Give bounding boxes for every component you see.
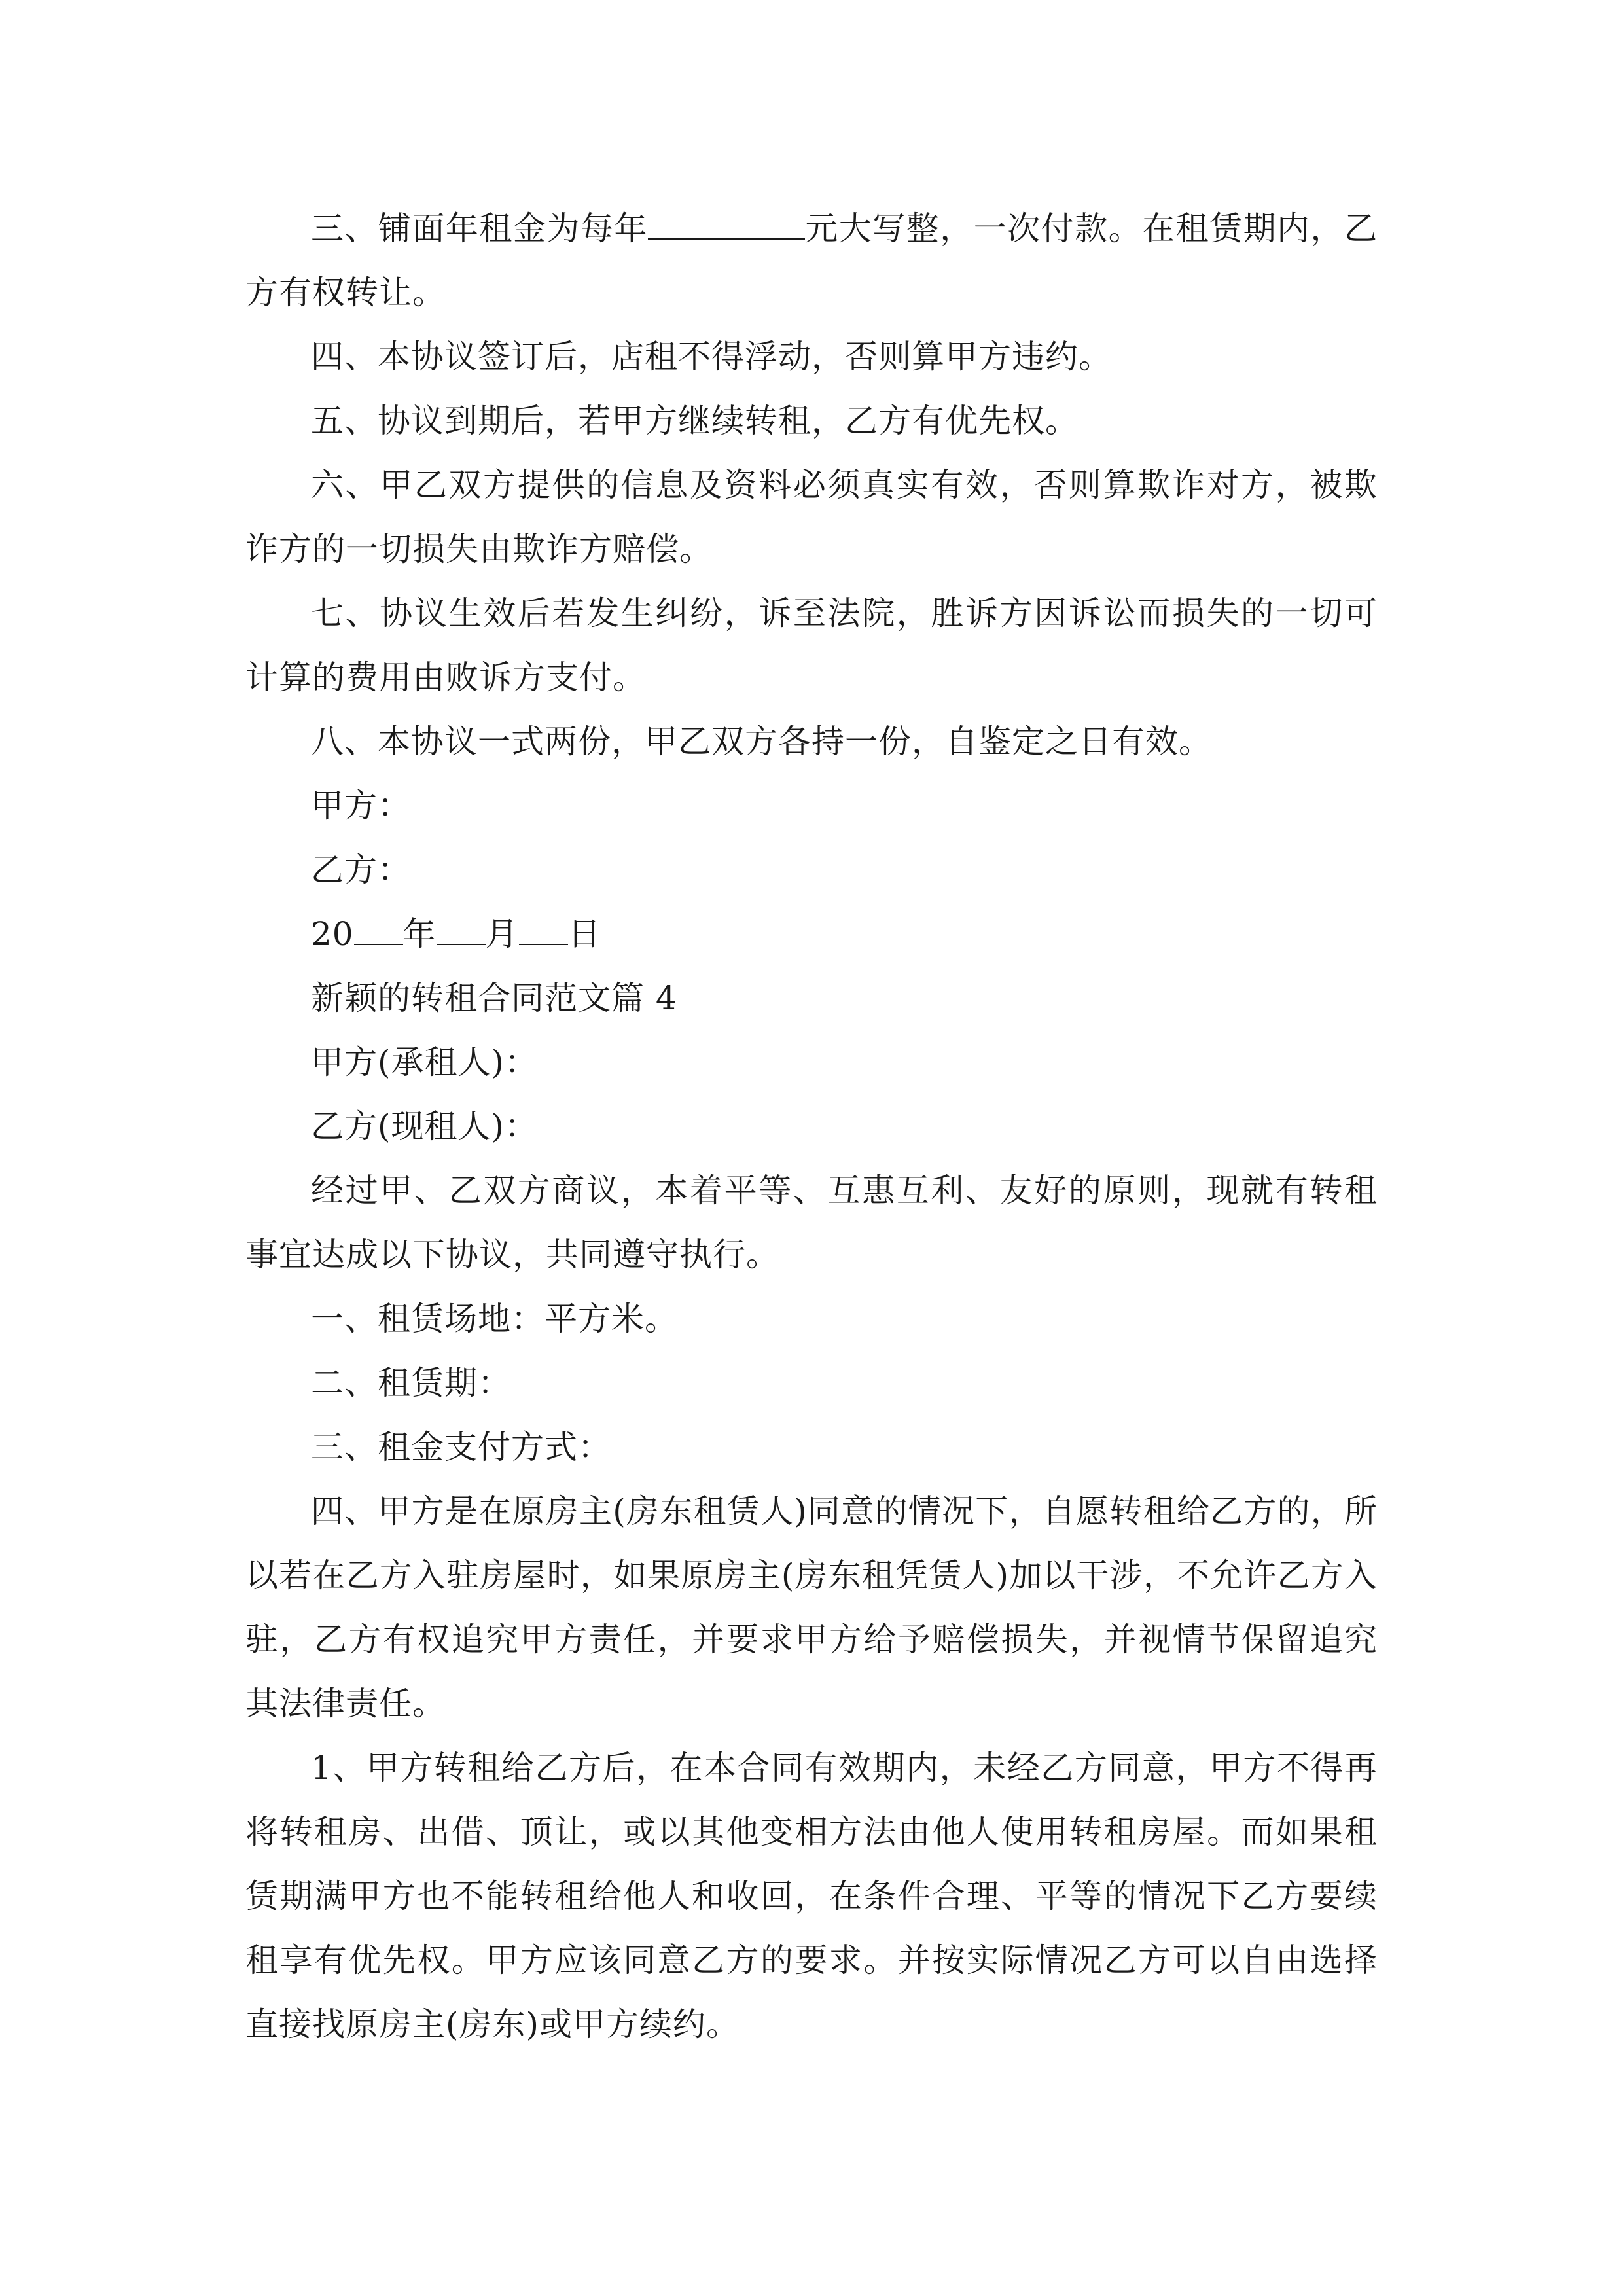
item-1: 一、租赁场地：平方米。: [311, 1300, 678, 1338]
clause-7: 七、协议生效后若发生纠纷，诉至法院，胜诉方因诉讼而损失的一切可计算的费用由败诉方支付。: [245, 594, 1378, 696]
date-year: 年: [402, 915, 437, 953]
clause-4: 四、本协议签订后，店租不得浮动，否则算甲方违约。: [311, 338, 1112, 376]
sub-item-1: 1、甲方转租给乙方后，在本合同有效期内，未经乙方同意，甲方不得再将转租房、出借、顶让，或以其他变相方法由他人使用转租房屋。而如果租赁期满甲方也不能转租给他人和收回，在条件合理、平等的情况下乙方要续租享有优先权。甲方应该同意乙方的要求。并按实际情况乙方可以自由选择直接找原房主(房东)或甲方续约。: [245, 1749, 1378, 2043]
clause-3-text-before: 三、铺面年租金为每年: [311, 209, 648, 247]
section-title: 新颖的转租合同范文篇 4: [311, 979, 677, 1017]
rent-amount-blank: [648, 199, 805, 240]
item-4: 四、甲方是在原房主(房东租赁人)同意的情况下，自愿转租给乙方的，所以若在乙方入驻房屋时，如果原房主(房东租凭赁人)加以干涉，不允许乙方入驻，乙方有权追究甲方责任，并要求甲方给予赔偿损失，并视情节保留追究其法律责任。: [245, 1492, 1378, 1723]
party-a-signature: 甲方：: [311, 787, 411, 825]
date-prefix: 20: [311, 915, 354, 953]
date-month: 月: [485, 915, 519, 953]
clause-3: [245, 196, 1378, 325]
party-a-lessee: 甲方(承租人)：: [311, 1043, 539, 1081]
clause-3-text-after: 元大写整，一次付款。在租赁期内，乙方有权转让。: [245, 209, 1378, 312]
party-b-signature: 乙方：: [311, 851, 411, 889]
intro-paragraph: 经过甲、乙双方商议，本着平等、互惠互利、友好的原则，现就有转租事宜达成以下协议，共同遵守执行。: [245, 1172, 1378, 1274]
document-body: [245, 196, 1378, 2056]
item-3: 三、租金支付方式：: [311, 1428, 611, 1466]
month-blank: [437, 905, 486, 945]
date-day: 日: [567, 915, 601, 953]
clause-5: 五、协议到期后，若甲方继续转租，乙方有优先权。: [311, 402, 1079, 440]
day-blank: [519, 905, 568, 945]
party-b-current-tenant: 乙方(现租人)：: [311, 1107, 539, 1145]
clause-6: 六、甲乙双方提供的信息及资料必须真实有效，否则算欺诈对方，被欺诈方的一切损失由欺诈方赔偿。: [245, 466, 1378, 568]
clause-8: 八、本协议一式两份，甲乙双方各持一份，自鉴定之日有效。: [311, 723, 1212, 761]
item-2: 二、租赁期：: [311, 1364, 511, 1402]
signature-date: [245, 902, 1378, 966]
year-blank: [354, 905, 403, 945]
